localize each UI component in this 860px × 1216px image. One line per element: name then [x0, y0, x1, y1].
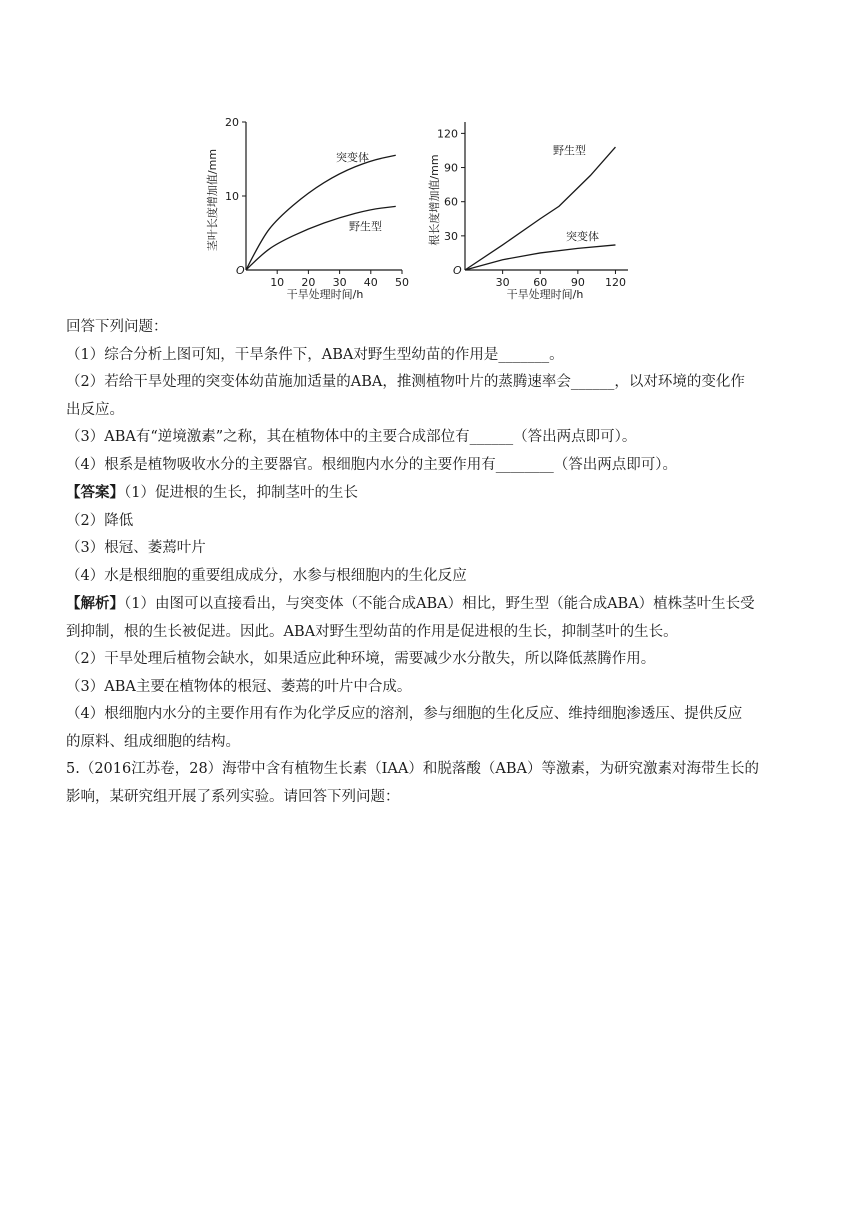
question-2-line-2: 出反应。 [66, 401, 124, 418]
y-tick-label: 20 [225, 116, 239, 129]
chart1-xlabel: 干旱处理时间/h [286, 288, 364, 301]
chart2-ylabel: 根长度增加值/mm [428, 154, 441, 246]
question-3: （3）ABA有“逆境激素”之称，其在植物体中的主要合成部位有______（答出两点即可）。 [66, 429, 637, 445]
chart2-origin: O [453, 264, 462, 277]
chart2-line-mutant [465, 245, 615, 270]
explanation-tag: 【解析】 [66, 595, 124, 612]
chart1-label-mutant: 突变体 [336, 151, 369, 164]
chart2-label-mutant: 突变体 [566, 230, 599, 243]
y-tick-label: 30 [444, 229, 458, 243]
explanation-1-line-2: 到抑制，根的生长被促进。因此。ABA对野生型幼苗的作用是促进根的生长，抑制茎叶的生长。 [66, 623, 678, 640]
question-4: （4）根系是植物吸收水分的主要器官。根细胞内水分的主要作用有________（答出两点即可）。 [66, 456, 677, 473]
x-tick-label: 30 [495, 276, 510, 289]
x-tick-label: 90 [570, 276, 585, 289]
question-2-line-1: （2）若给干旱处理的突变体幼苗施加适量的ABA，推测植物叶片的蒸腾速率会______，以对环境的变化作 [66, 374, 745, 390]
chart1-label-wildtype: 野生型 [349, 220, 382, 233]
y-tick-label: 90 [444, 161, 458, 175]
charts-svg [0, 110, 860, 310]
chart1-y-ticks [225, 116, 246, 203]
explanation-1-line-1 [66, 590, 796, 619]
chart2-xlabel: 干旱处理时间/h [506, 288, 584, 301]
x-tick-label: 50 [395, 276, 409, 289]
chart-root [427, 122, 628, 301]
question-5-line-1: 5.（2016江苏卷，28）海带中含有植物生长素（IAA）和脱落酸（ABA）等激素，为研究激素对海带生长的 [66, 761, 759, 777]
explanation-4-line-1: （4）根细胞内水分的主要作用有作为化学反应的溶剂，参与细胞的生化反应、维持细胞渗透压、提供反应 [66, 706, 743, 722]
x-tick-label: 30 [332, 276, 347, 289]
answer-4: （4）水是根细胞的重要组成成分，水参与根细胞内的生化反应 [66, 567, 467, 584]
x-tick-label: 40 [363, 276, 378, 289]
answer-1-text: （1）促进根的生长，抑制茎叶的生长 [124, 485, 358, 501]
question-5-line-2: 影响，某研究组开展了系列实验。请回答下列问题： [66, 788, 400, 805]
y-tick-label: 10 [225, 190, 239, 203]
explanation-1-text: （1）由图可以直接看出，与突变体（不能合成ABA）相比，野生型（能合成ABA）植株茎叶生长受 [124, 596, 755, 612]
x-tick-label: 120 [604, 276, 626, 289]
explanation-2: （2）干旱处理后植物会缺水，如果适应此种环境，需要减少水分散失，所以降低蒸腾作用。 [66, 651, 656, 667]
explanation-3: （3）ABA主要在植物体的根冠、萎蔫的叶片中合成。 [66, 678, 412, 695]
chart2-line-wildtype [465, 147, 615, 270]
answer-1 [66, 479, 796, 508]
chart1-ylabel: 茎叶长度增加值/mm [206, 148, 219, 252]
chart2-label-wildtype: 野生型 [553, 144, 586, 157]
chart1-line-mutant [246, 155, 396, 270]
answer-tag: 【答案】 [66, 484, 124, 501]
chart2-x-ticks [496, 270, 626, 289]
answer-2: （2）降低 [66, 512, 134, 529]
figure-charts [0, 110, 860, 310]
question-1: （1）综合分析上图可知，干旱条件下，ABA对野生型幼苗的作用是_______。 [66, 346, 564, 363]
answer-3: （3）根冠、萎蔫叶片 [66, 540, 206, 556]
x-tick-label: 10 [270, 276, 285, 289]
document-body [66, 314, 796, 811]
y-tick-label: 120 [437, 127, 458, 141]
explanation-4-line-2: 的原料、组成细胞的结构。 [66, 733, 240, 750]
x-tick-label: 60 [533, 276, 548, 289]
chart1-x-ticks [270, 270, 409, 289]
chart2-y-ticks [437, 127, 465, 242]
x-tick-label: 20 [301, 276, 316, 289]
chart-stem-leaf [205, 116, 409, 301]
intro-text: 回答下列问题： [66, 319, 168, 335]
chart1-origin: O [236, 264, 245, 277]
y-tick-label: 60 [444, 195, 458, 209]
chart1-line-wildtype [246, 206, 396, 270]
